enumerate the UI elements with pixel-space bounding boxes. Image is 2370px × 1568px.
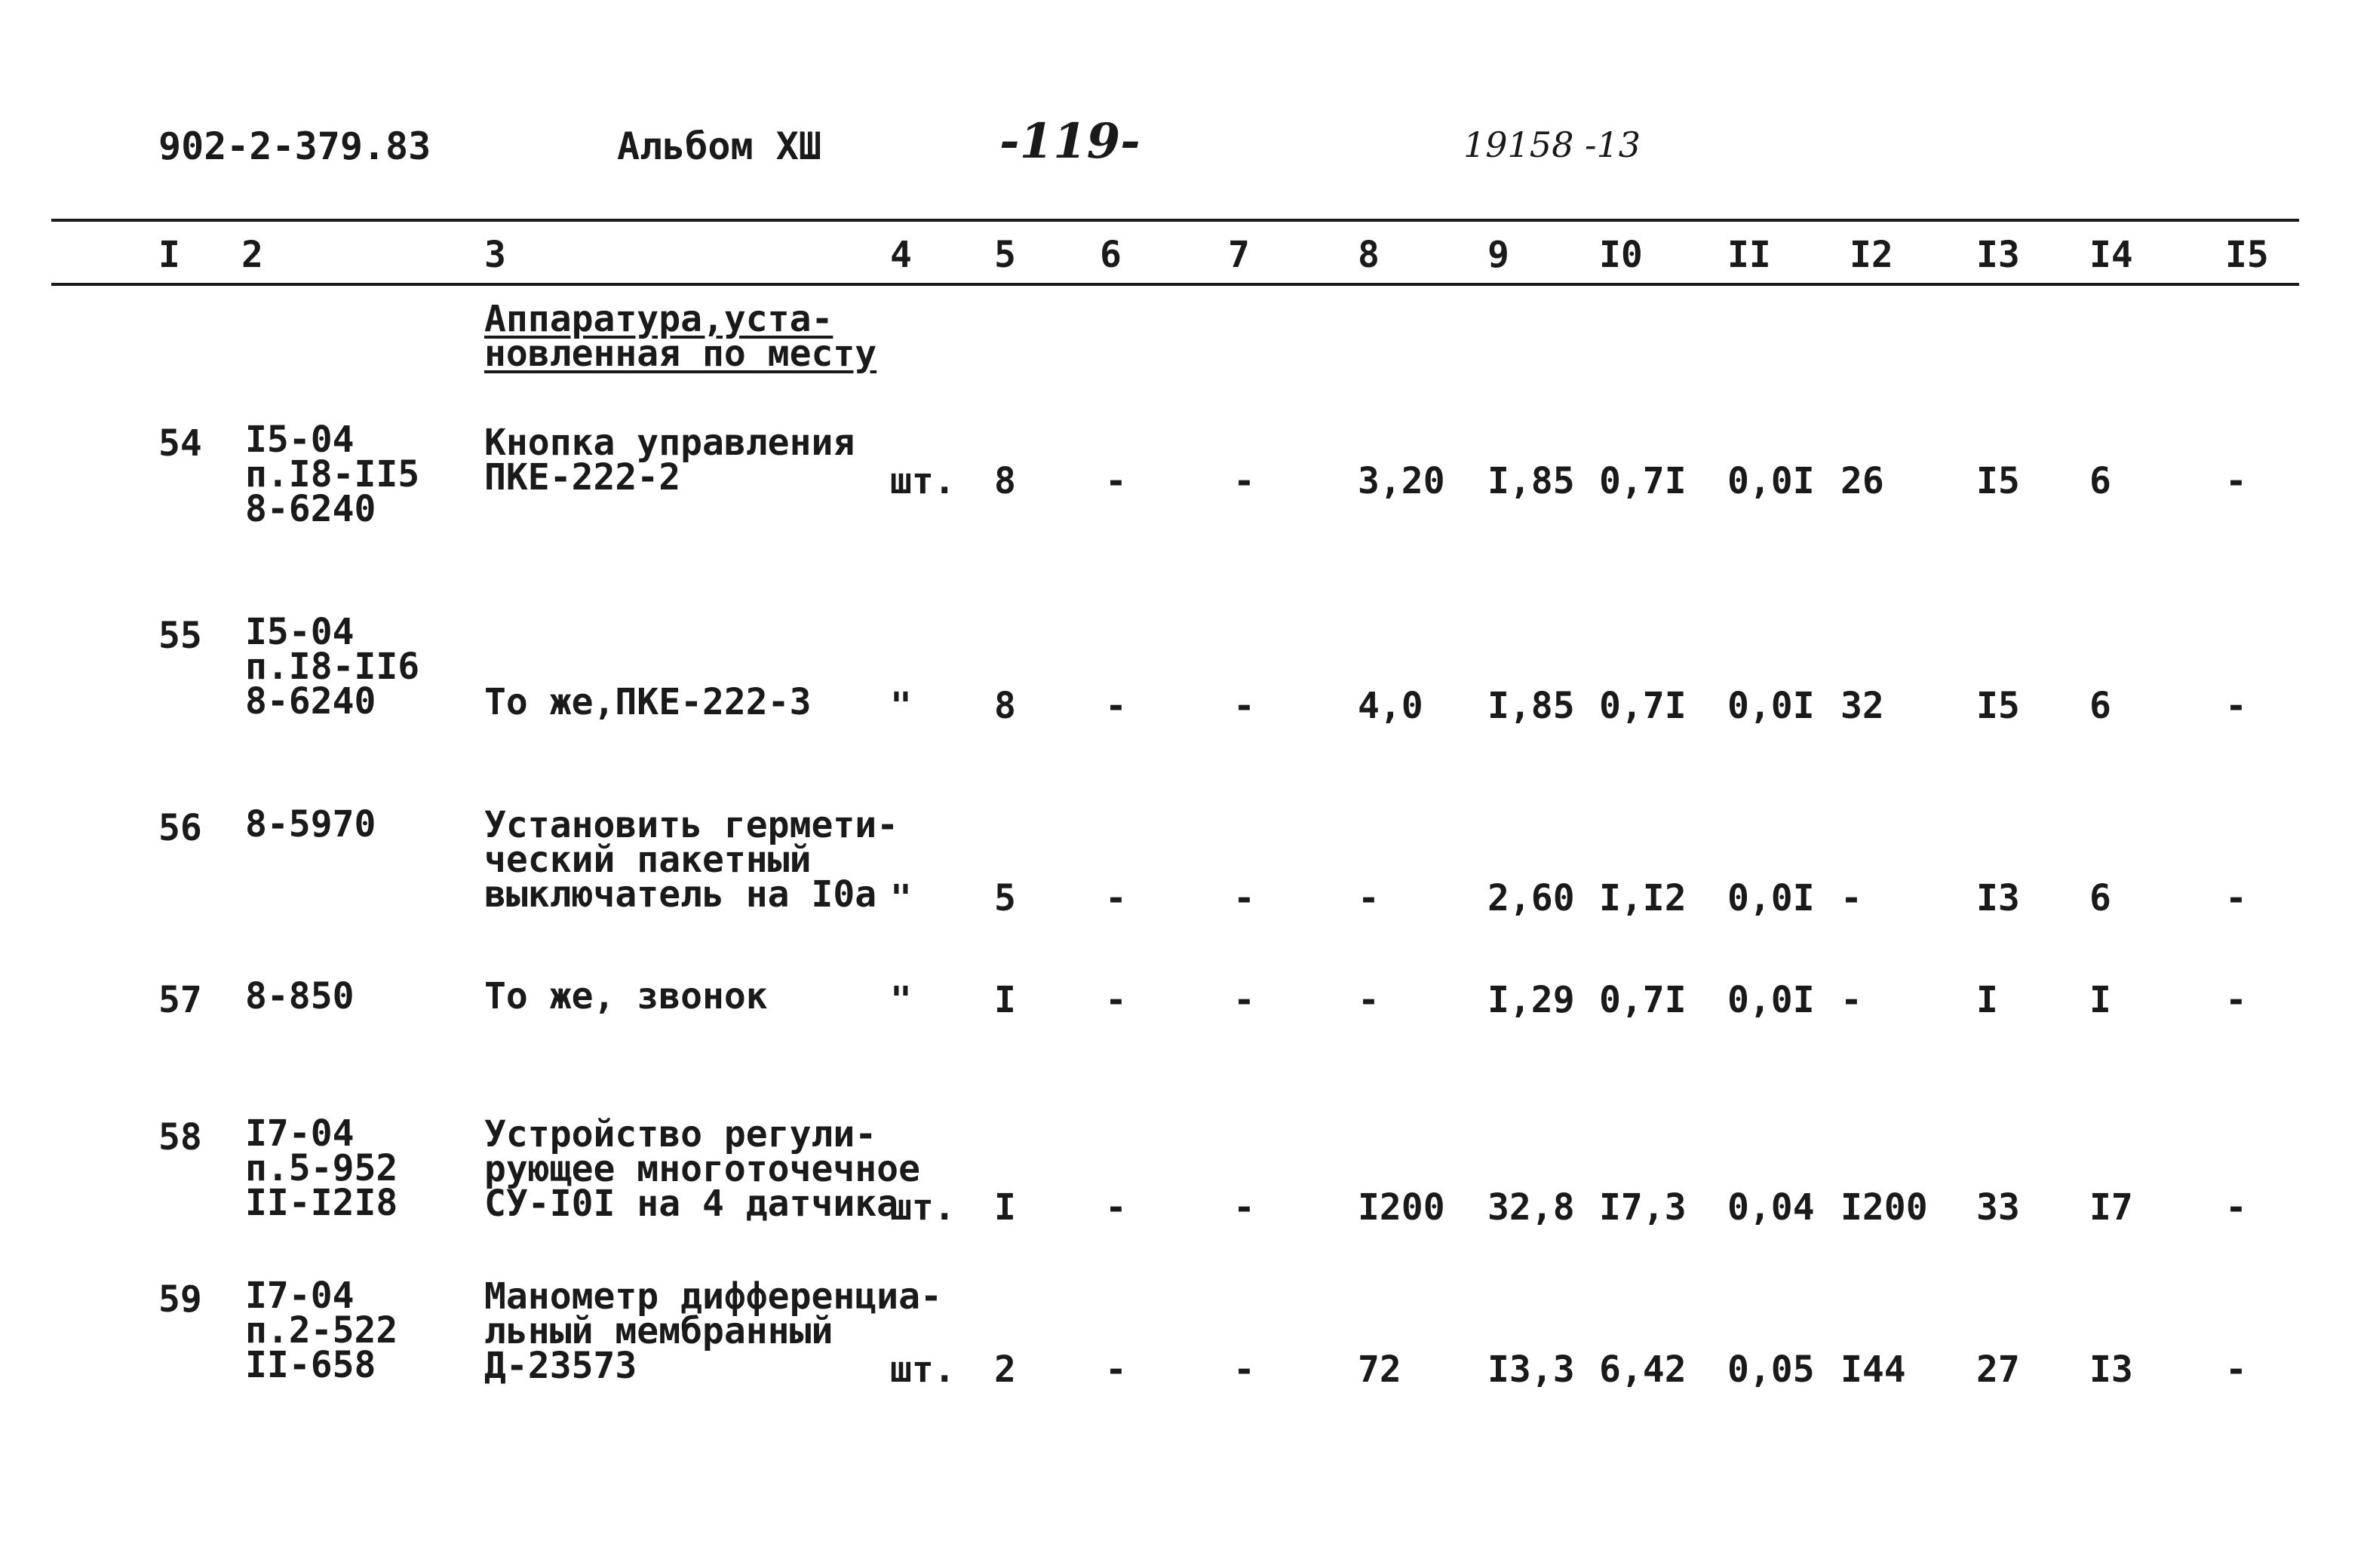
row-number: 57: [158, 979, 202, 1021]
row-code-line: I7-04: [245, 1112, 355, 1155]
row-col8: -: [1358, 877, 1380, 919]
row-col9: 2,60: [1487, 877, 1575, 919]
row-name: [484, 975, 768, 1017]
row-code: [245, 975, 355, 1017]
row-col6: -: [1105, 979, 1127, 1021]
row-number: 59: [158, 1278, 202, 1321]
row-name: [484, 1275, 942, 1387]
row-col14: 6: [2089, 460, 2111, 502]
row-code-line: I5-04: [245, 419, 355, 461]
row-code-line: 8-5970: [245, 803, 376, 845]
row-qty: 5: [994, 877, 1016, 919]
row-unit: шт.: [890, 460, 956, 502]
row-col15: -: [2225, 1186, 2247, 1229]
row-code-line: п.I8-II6: [245, 646, 420, 688]
row-col10: I7,3: [1599, 1186, 1687, 1229]
row-col10: 6,42: [1599, 1349, 1687, 1391]
row-col10: 0,7I: [1599, 979, 1687, 1021]
row-col11: 0,0I: [1727, 979, 1815, 1021]
row-name-line: Манометр дифференциа-: [484, 1275, 942, 1318]
row-name-line: выключатель на I0а: [484, 873, 877, 916]
row-code: [245, 803, 376, 845]
row-col11: 0,0I: [1727, 460, 1815, 502]
row-col11: 0,0I: [1727, 685, 1815, 727]
row-name-line: Д-23573: [484, 1345, 637, 1387]
row-code: [245, 1275, 398, 1386]
row-col14: I: [2089, 979, 2111, 1021]
row-col13: I3: [1976, 877, 2020, 919]
column-number: 5: [994, 234, 1016, 276]
row-unit: шт.: [890, 1186, 956, 1229]
row-col11: 0,0I: [1727, 877, 1815, 919]
column-number: I0: [1599, 234, 1643, 276]
column-number: 7: [1228, 234, 1250, 276]
row-col8: 72: [1358, 1349, 1401, 1391]
row-col9: I,29: [1487, 979, 1575, 1021]
column-number: 3: [484, 234, 506, 276]
page-number: -119-: [999, 113, 1140, 170]
column-number: 2: [241, 234, 263, 276]
row-name-line: льный мембранный: [484, 1310, 833, 1352]
row-col12: -: [1840, 979, 1862, 1021]
row-unit: ": [890, 979, 912, 1021]
row-code-line: п.2-522: [245, 1309, 398, 1352]
row-col8: -: [1358, 979, 1380, 1021]
row-col15: -: [2225, 979, 2247, 1021]
row-col7: -: [1233, 1349, 1255, 1391]
row-col6: -: [1105, 877, 1127, 919]
row-col13: I5: [1976, 685, 2020, 727]
row-number: 58: [158, 1116, 202, 1158]
row-name-line: Кнопка управления: [484, 422, 855, 464]
column-number: 8: [1358, 234, 1380, 276]
row-col13: I5: [1976, 460, 2020, 502]
row-col10: 0,7I: [1599, 685, 1687, 727]
row-col9: 32,8: [1487, 1186, 1575, 1229]
row-col6: -: [1105, 685, 1127, 727]
column-number: 6: [1100, 234, 1122, 276]
row-code: [245, 611, 420, 723]
reference-number: 19158 -13: [1463, 124, 1641, 165]
section-title: [484, 298, 877, 375]
row-code-line: 8-850: [245, 975, 355, 1017]
row-col14: I7: [2089, 1186, 2133, 1229]
row-unit: ": [890, 685, 912, 727]
row-col7: -: [1233, 877, 1255, 919]
row-col6: -: [1105, 1186, 1127, 1229]
row-col7: -: [1233, 460, 1255, 502]
row-col12: I200: [1840, 1186, 1928, 1229]
row-unit: ": [890, 877, 912, 919]
column-number: I5: [2225, 234, 2269, 276]
row-col7: -: [1233, 685, 1255, 727]
row-name-line: То же, звонок: [484, 975, 768, 1017]
row-qty: 2: [994, 1349, 1016, 1391]
column-number: II: [1727, 234, 1771, 276]
column-number: I2: [1850, 234, 1893, 276]
row-code-line: II-I2I8: [245, 1182, 398, 1224]
row-col8: 4,0: [1358, 685, 1423, 727]
row-col10: 0,7I: [1599, 460, 1687, 502]
row-col9: I,85: [1487, 685, 1575, 727]
row-code-line: I5-04: [245, 611, 355, 653]
row-col13: I: [1976, 979, 1998, 1021]
top-rule: [51, 219, 2299, 222]
row-col13: 27: [1976, 1349, 2020, 1391]
row-code-line: II-658: [245, 1344, 376, 1386]
row-number: 54: [158, 422, 202, 465]
row-number: 55: [158, 615, 202, 657]
row-qty: I: [994, 979, 1016, 1021]
row-code-line: п.I8-II5: [245, 453, 420, 496]
row-col11: 0,04: [1727, 1186, 1815, 1229]
row-col10: I,I2: [1599, 877, 1687, 919]
column-number: I3: [1976, 234, 2020, 276]
row-col15: -: [2225, 877, 2247, 919]
row-code: [245, 419, 420, 530]
row-col15: -: [2225, 1349, 2247, 1391]
row-name-line: СУ-I0I на 4 датчика: [484, 1183, 899, 1225]
row-code-line: I7-04: [245, 1275, 355, 1317]
row-col12: 32: [1840, 685, 1884, 727]
row-col14: 6: [2089, 685, 2111, 727]
album-label: Альбом XШ: [617, 124, 821, 168]
row-name: [484, 804, 899, 916]
column-number: I4: [2089, 234, 2133, 276]
row-col8: I200: [1358, 1186, 1445, 1229]
column-number: I: [158, 234, 180, 276]
column-number: 4: [890, 234, 912, 276]
row-name: [484, 1113, 920, 1225]
row-col12: -: [1840, 877, 1862, 919]
row-col7: -: [1233, 1186, 1255, 1229]
row-col11: 0,05: [1727, 1349, 1815, 1391]
row-name-line: ческий пакетный: [484, 839, 812, 881]
row-name-line: ПКЕ-222-2: [484, 456, 681, 499]
row-qty: I: [994, 1186, 1016, 1229]
row-col8: 3,20: [1358, 460, 1445, 502]
document-code: 902-2-379.83: [158, 124, 431, 168]
row-name-line: Устройство регули-: [484, 1113, 877, 1155]
column-number: 9: [1487, 234, 1509, 276]
row-col13: 33: [1976, 1186, 2020, 1229]
row-col14: I3: [2089, 1349, 2133, 1391]
row-col12: I44: [1840, 1349, 1906, 1391]
row-qty: 8: [994, 460, 1016, 502]
row-qty: 8: [994, 685, 1016, 727]
row-col12: 26: [1840, 460, 1884, 502]
row-col9: I3,3: [1487, 1349, 1575, 1391]
row-col6: -: [1105, 1349, 1127, 1391]
row-unit: шт.: [890, 1349, 956, 1391]
row-col9: I,85: [1487, 460, 1575, 502]
row-name-line: рующее многоточечное: [484, 1148, 920, 1190]
row-col6: -: [1105, 460, 1127, 502]
section-title-line: новленная по месту: [484, 333, 877, 375]
row-code-line: п.5-952: [245, 1147, 398, 1189]
row-code: [245, 1112, 398, 1224]
row-code-line: 8-6240: [245, 488, 376, 530]
row-name-line: То же,ПКЕ-222-3: [484, 681, 812, 723]
row-col7: -: [1233, 979, 1255, 1021]
row-code-line: 8-6240: [245, 680, 376, 723]
section-title-line: Аппаратура,уста-: [484, 298, 833, 340]
row-name-line: Установить гермети-: [484, 804, 899, 846]
column-header-rule: [51, 283, 2299, 286]
row-number: 56: [158, 807, 202, 849]
row-col15: -: [2225, 685, 2247, 727]
row-name: [484, 681, 812, 723]
row-col15: -: [2225, 460, 2247, 502]
row-col14: 6: [2089, 877, 2111, 919]
row-name: [484, 422, 855, 499]
